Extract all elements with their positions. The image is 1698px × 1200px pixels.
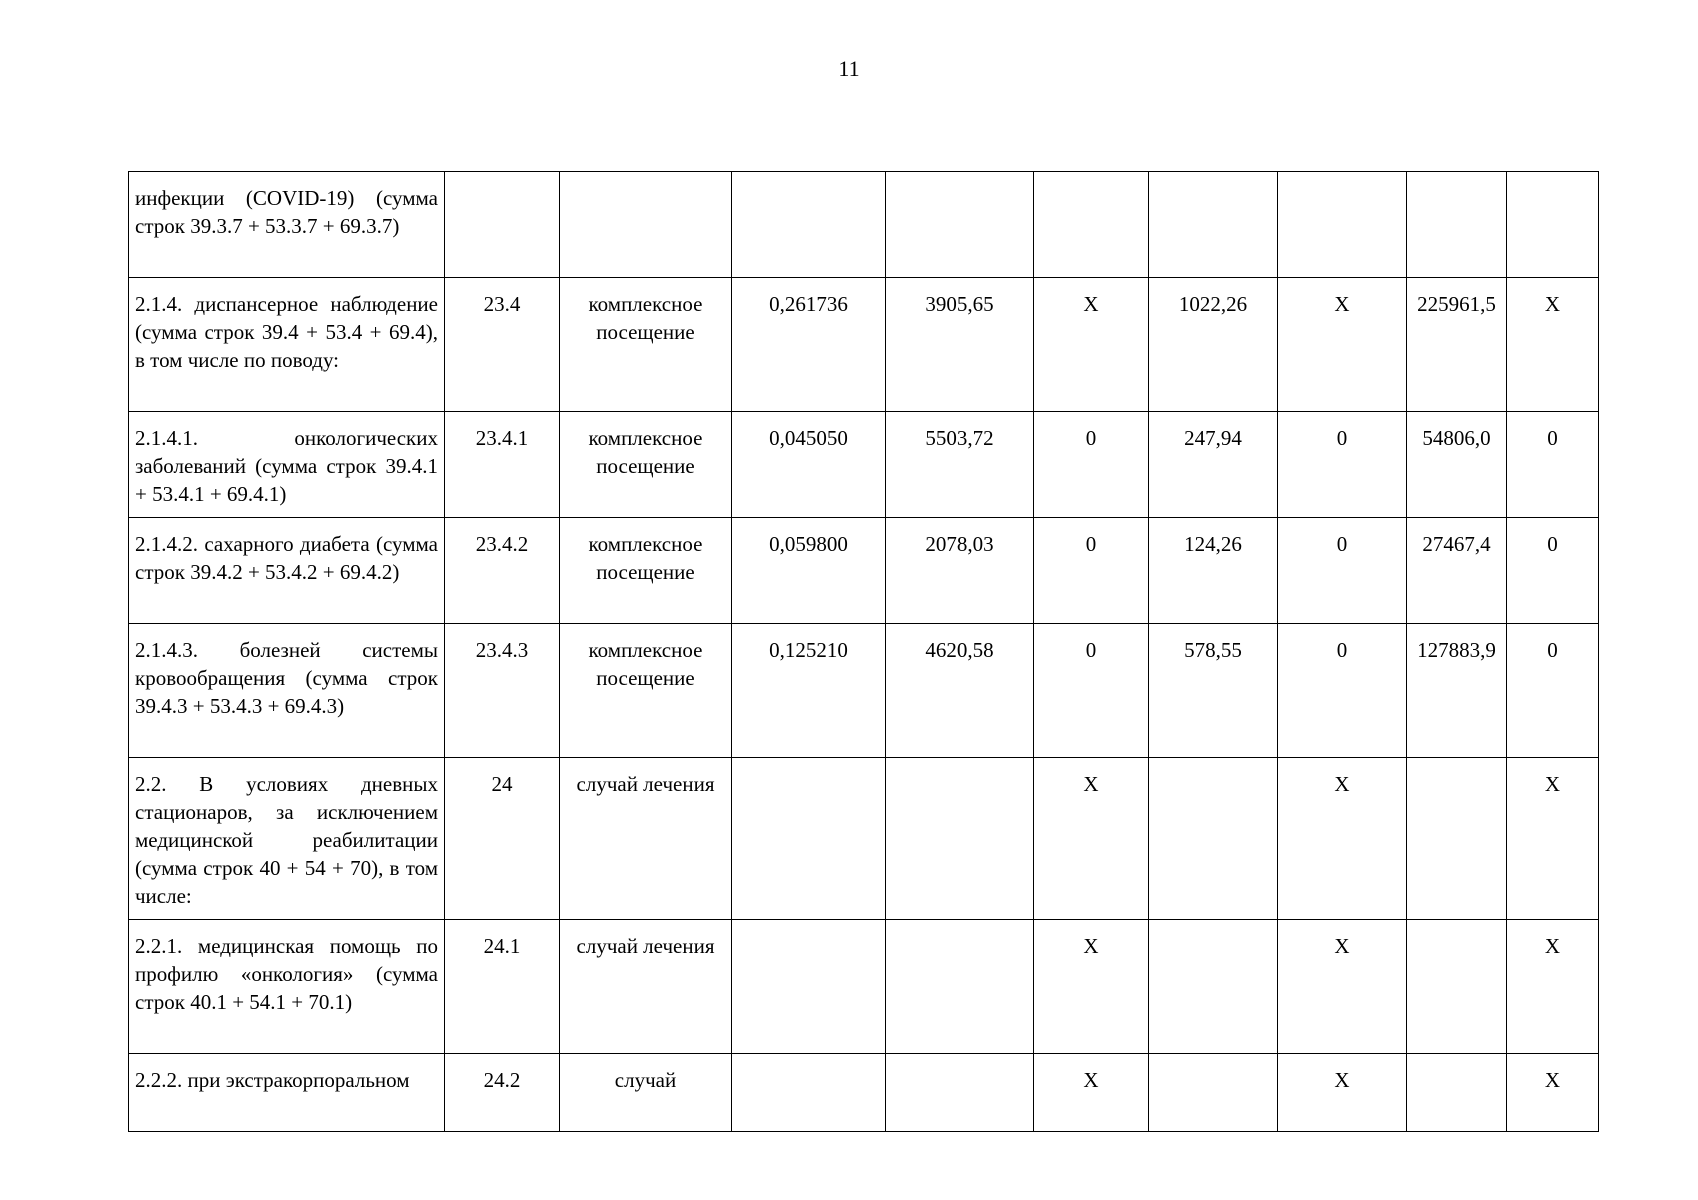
unit-cell: комплексное посещение	[560, 278, 732, 412]
value-cell	[1149, 758, 1278, 920]
value-cell	[1407, 1054, 1507, 1132]
cost-cell	[886, 172, 1034, 278]
value-cell: 0	[1278, 518, 1407, 624]
unit-cell	[560, 172, 732, 278]
value-cell: 0	[1278, 412, 1407, 518]
value-cell: 0	[1034, 412, 1149, 518]
value-cell: 0	[1507, 518, 1599, 624]
row-name-cell: 2.1.4.2. сахарного диабета (сумма строк 39.4.2 + 53.4.2 + 69.4.2)	[129, 518, 445, 624]
table-row	[129, 758, 1599, 920]
value-cell	[1278, 172, 1407, 278]
unit-cell: комплексное посещение	[560, 624, 732, 758]
value-cell	[1034, 172, 1149, 278]
value-cell: X	[1278, 278, 1407, 412]
line-number-cell: 23.4.2	[445, 518, 560, 624]
value-cell: X	[1507, 920, 1599, 1054]
line-number-cell: 24.1	[445, 920, 560, 1054]
row-name-cell: 2.2. В условиях дневных стационаров, за исключением медицинской реабилитации (сумма строк 40 + 54 + 70), в том числе:	[129, 758, 445, 920]
norm-cell	[732, 920, 886, 1054]
value-cell: X	[1034, 758, 1149, 920]
norm-cell: 0,045050	[732, 412, 886, 518]
cost-cell: 5503,72	[886, 412, 1034, 518]
norm-cell	[732, 758, 886, 920]
value-cell: 0	[1507, 624, 1599, 758]
table-row	[129, 412, 1599, 518]
value-cell: 578,55	[1149, 624, 1278, 758]
value-cell: 0	[1278, 624, 1407, 758]
table-row	[129, 172, 1599, 278]
unit-cell: случай	[560, 1054, 732, 1132]
cost-cell	[886, 920, 1034, 1054]
value-cell	[1149, 1054, 1278, 1132]
unit-cell: случай лечения	[560, 758, 732, 920]
unit-cell: комплексное посещение	[560, 412, 732, 518]
value-cell: 124,26	[1149, 518, 1278, 624]
value-cell: X	[1507, 278, 1599, 412]
norm-cell	[732, 1054, 886, 1132]
page-number: 11	[838, 56, 860, 81]
value-cell: X	[1507, 758, 1599, 920]
value-cell	[1507, 172, 1599, 278]
value-cell	[1407, 758, 1507, 920]
value-cell: X	[1034, 1054, 1149, 1132]
row-name-cell: 2.1.4. диспансерное наблюдение (сумма строк 39.4 + 53.4 + 69.4), в том числе по поводу:	[129, 278, 445, 412]
cost-cell: 3905,65	[886, 278, 1034, 412]
norm-cell	[732, 172, 886, 278]
value-cell: 225961,5	[1407, 278, 1507, 412]
line-number-cell: 23.4	[445, 278, 560, 412]
value-cell	[1407, 920, 1507, 1054]
value-cell: X	[1278, 920, 1407, 1054]
value-cell: 1022,26	[1149, 278, 1278, 412]
value-cell: 27467,4	[1407, 518, 1507, 624]
value-cell	[1407, 172, 1507, 278]
value-cell: X	[1507, 1054, 1599, 1132]
value-cell: X	[1034, 278, 1149, 412]
value-cell: X	[1034, 920, 1149, 1054]
value-cell: 247,94	[1149, 412, 1278, 518]
table-row	[129, 1054, 1599, 1132]
row-name-cell: 2.1.4.1. онкологических заболеваний (сумма строк 39.4.1 + 53.4.1 + 69.4.1)	[129, 412, 445, 518]
norm-cell: 0,261736	[732, 278, 886, 412]
line-number-cell: 24	[445, 758, 560, 920]
value-cell	[1149, 172, 1278, 278]
value-cell	[1149, 920, 1278, 1054]
line-number-cell: 24.2	[445, 1054, 560, 1132]
line-number-cell: 23.4.1	[445, 412, 560, 518]
table-row	[129, 518, 1599, 624]
line-number-cell	[445, 172, 560, 278]
data-table	[128, 171, 1599, 1132]
table-row	[129, 278, 1599, 412]
row-name-cell: 2.2.1. медицинская помощь по профилю «онкология» (сумма строк 40.1 + 54.1 + 70.1)	[129, 920, 445, 1054]
row-name-cell: 2.2.2. при экстракорпоральном	[129, 1054, 445, 1132]
line-number-cell: 23.4.3	[445, 624, 560, 758]
value-cell: 0	[1034, 624, 1149, 758]
value-cell: X	[1278, 758, 1407, 920]
value-cell: 127883,9	[1407, 624, 1507, 758]
cost-cell	[886, 758, 1034, 920]
value-cell: 0	[1507, 412, 1599, 518]
norm-cell: 0,125210	[732, 624, 886, 758]
table-row	[129, 920, 1599, 1054]
cost-cell	[886, 1054, 1034, 1132]
row-name-cell: инфекции (COVID-19) (сумма строк 39.3.7 + 53.3.7 + 69.3.7)	[129, 172, 445, 278]
value-cell: 54806,0	[1407, 412, 1507, 518]
table-row	[129, 624, 1599, 758]
value-cell: 0	[1034, 518, 1149, 624]
row-name-cell: 2.1.4.3. болезней системы кровообращения (сумма строк 39.4.3 + 53.4.3 + 69.4.3)	[129, 624, 445, 758]
unit-cell: случай лечения	[560, 920, 732, 1054]
cost-cell: 4620,58	[886, 624, 1034, 758]
norm-cell: 0,059800	[732, 518, 886, 624]
unit-cell: комплексное посещение	[560, 518, 732, 624]
value-cell: X	[1278, 1054, 1407, 1132]
cost-cell: 2078,03	[886, 518, 1034, 624]
